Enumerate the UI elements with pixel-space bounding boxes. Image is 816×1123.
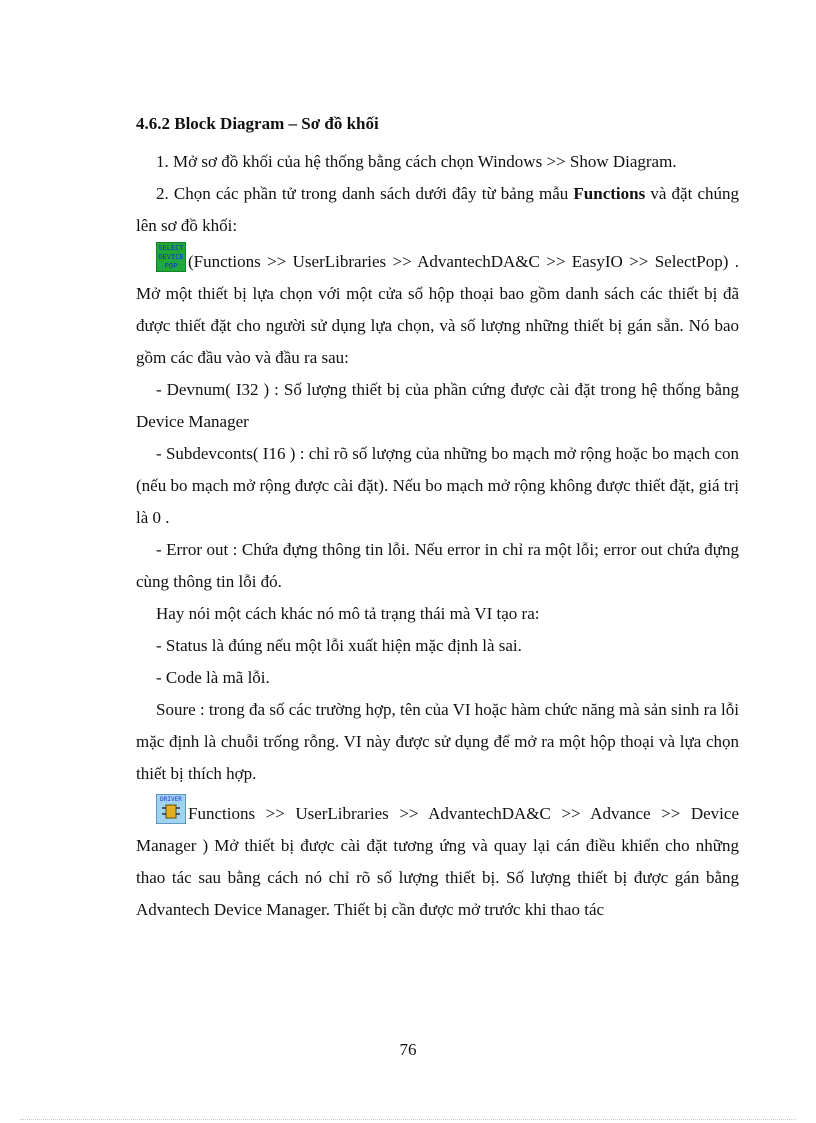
driver-paragraph — [136, 794, 739, 926]
selectpop-paragraph — [136, 242, 739, 374]
step-2-functions: Functions — [573, 184, 646, 203]
source-item: Soure : trong đa số các trường hợp, tên của VI hoặc hàm chức năng mà sản sinh ra lỗi mặc định là chuỗi trống rỗng. VI này được sử dụng để mở ra một hộp thoại và lựa chọn thiết bị thích hợp. — [136, 700, 739, 783]
driver-text: Functions >> UserLibraries >> AdvantechDA&C >> Advance >> Device Manager ) Mở thiết bị được cài đặt tương ứng và quay lại cán điều khiển cho những thao tác sau bằng cách nó chỉ rõ số lượng thiết bị. Số lượng thiết bị được gán bằng Advantech Device Manager. Thiết bị cần được mở trước khi thao tác — [136, 804, 739, 919]
bottom-divider — [20, 1119, 796, 1120]
document-page — [136, 108, 739, 926]
step-2-pre: 2. Chọn các phần tử trong danh sách dưới đây từ bảng mẫu — [156, 184, 574, 203]
step-1: 1. Mở sơ đồ khối của hệ thống bằng cách chọn Windows >> Show Diagram. — [156, 152, 677, 171]
selectpop-text: (Functions >> UserLibraries >> AdvantechDA&C >> EasyIO >> SelectPop) . Mở một thiết bị lựa chọn với một cửa sổ hộp thoại bao gồm danh sách các thiết bị đã được thiết đặt cho người sử dụng lựa chọn, và số lượng những thiết bị gán sẵn. Nó bao gồm các đầu vào và đầu ra sau: — [136, 252, 739, 367]
select-icon-label-1: SELECT — [158, 244, 184, 252]
select-icon-label-2: DEVICE — [158, 253, 184, 261]
step-2-post: và đặt chúng lên sơ đồ khối: — [136, 184, 740, 235]
driver-icon-label: DRIVER — [160, 796, 182, 803]
status-item: - Status là đúng nếu một lỗi xuất hiện mặc định là sai. — [156, 636, 522, 655]
subdevconts-item: - Subdevconts( I16 ) : chỉ rõ số lượng của những bo mạch mở rộng hoặc bo mạch con (nếu bo mạch mở rộng được cài đặt). Nếu bo mạch mở rộng không được thiết đặt, giá trị là 0 . — [136, 444, 739, 527]
page-number: 76 — [399, 1040, 417, 1059]
select-icon-label-3: POP — [164, 262, 178, 270]
step-2 — [136, 178, 739, 242]
code-item: - Code là mã lỗi. — [156, 668, 270, 687]
error-out-item: - Error out : Chứa đựng thông tin lỗi. Nếu error in chỉ ra một lỗi; error out chứa đựng cùng thông tin lỗi đó. — [136, 540, 739, 591]
select-device-pop-icon — [156, 242, 186, 272]
other-words-line: Hay nói một cách khác nó mô tả trạng thái mà VI tạo ra: — [156, 604, 540, 623]
section-heading: 4.6.2 Block Diagram – Sơ đồ khối — [136, 114, 379, 133]
driver-icon — [156, 794, 186, 824]
devnum-item: - Devnum( I32 ) : Số lượng thiết bị của phần cứng được cài đặt trong hệ thống bằng Device Manager — [136, 380, 739, 431]
